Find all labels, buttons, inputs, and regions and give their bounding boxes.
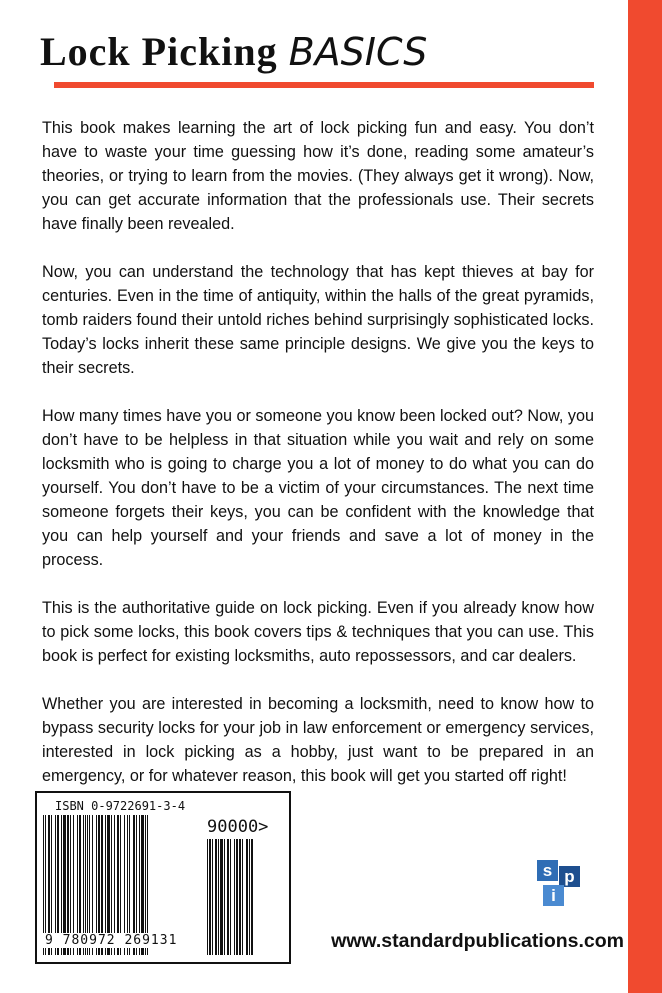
barcode-bar [242,839,243,955]
barcode-block [35,791,291,964]
paragraph: How many times have you or someone you know been locked out? Now, you don’t have to be helpless in that situation while you wait and rely on some locksmith who is going to charge you a lot of money to do what you can do yourself. You don’t have to be a victim of your circumstances. The next time someone forgets their keys, you can be confident with the knowledge that you can help yourself and your friends and save a lot of money in the process. [42,407,594,569]
isbn-label: ISBN 0-9722691-3-4 [55,799,186,813]
barcode-bar [224,839,225,955]
paragraph: Whether you are interested in becoming a locksmith, need to know how to bypass security locks for your job in law enforcement or emergency services, interested in lock picking as a hobby, just want to be prepared in an emergency, or for whatever reason, this book will get you started off right! [42,695,594,785]
publisher-logo [537,860,583,910]
addon-barcode [207,839,283,955]
barcode-bar [209,839,211,955]
barcode-bar [246,839,248,955]
logo-letter-p: p [559,866,580,887]
barcode-bar [218,839,219,955]
title-main: Lock Picking [40,29,278,74]
logo-letter-s: s [537,860,558,881]
publisher-website: www.standardpublications.com [331,930,624,952]
barcode-bar [251,839,253,955]
barcode-bar [227,839,229,955]
barcode-bar [239,839,241,955]
barcode-bar [215,839,217,955]
addon-digits: 90000> [207,817,269,837]
paragraph: This is the authoritative guide on lock picking. Even if you already know how to pick some locks, this book covers tips & techniques that you can use. This book is perfect for existing locksmiths, auto repossessors, and car dealers. [42,599,594,665]
barcode-bar [207,839,208,955]
barcode-bar [220,839,223,955]
logo-letter-i: i [543,885,564,906]
paragraph: Now, you can understand the technology that has kept thieves at bay for centuries. Even in the time of antiquity, within the halls of the great pyramids, tomb raiders found their untold riches behind surprisingly sophisticated locks. Today’s locks inherit these same principle designs. We give you the keys to their secrets. [42,263,594,377]
paragraph: This book makes learning the art of lock picking fun and easy. You don’t have to waste your time guessing how it’s done, reading some amateur’s theories, or trying to learn from the movies. (They always get it wrong). Now, you can get accurate information that the professionals use. Their secrets have finally been revealed. [42,119,594,233]
side-stripe [628,0,662,993]
book-title [40,28,600,75]
blurb [42,116,594,812]
barcode-bar [212,839,213,955]
ean-digits: 9 780972 269131 [45,933,178,948]
barcode-bar [249,839,250,955]
barcode-bar [234,839,235,955]
title-underline [54,82,594,88]
barcode-bar [230,839,231,955]
title-accent: BASICS [288,30,428,74]
barcode-bar [236,839,238,955]
